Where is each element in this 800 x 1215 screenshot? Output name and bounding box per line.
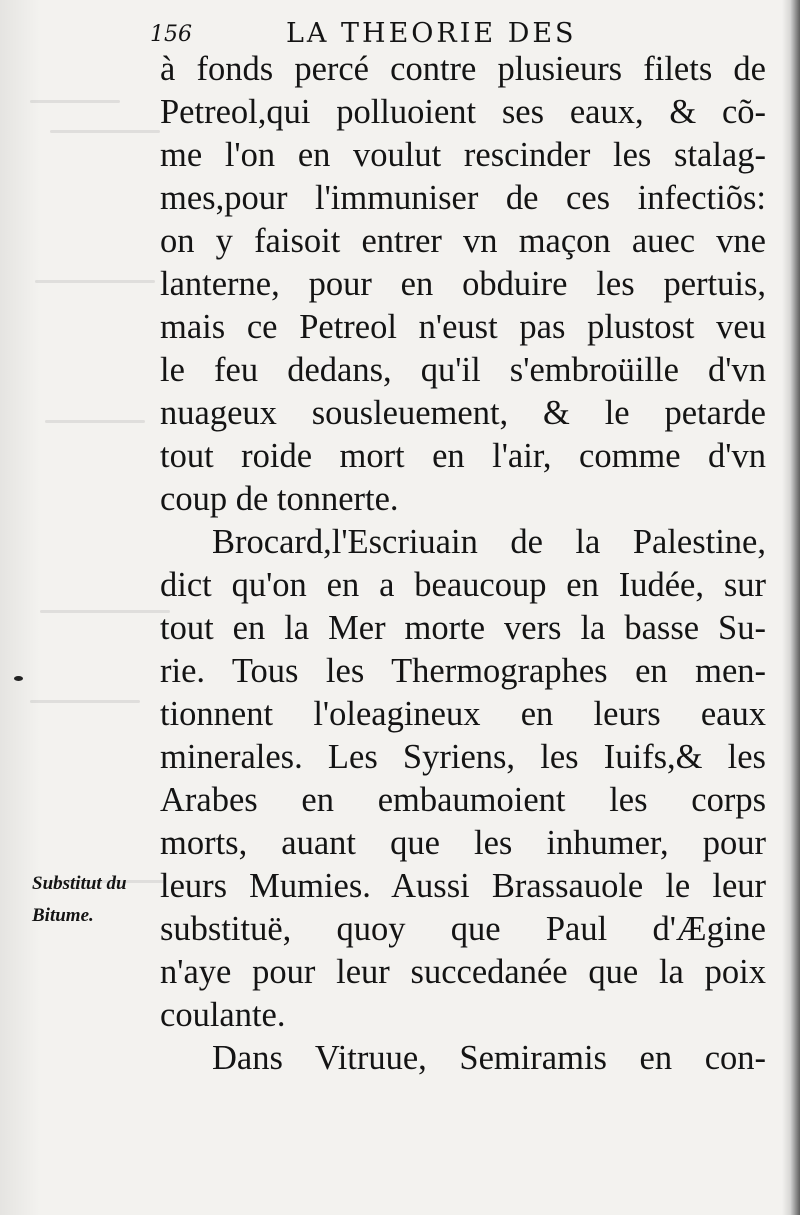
text-line: coup de tonnerte. <box>160 480 399 518</box>
text-line: me l'on en voulut rescinder les stalag- <box>160 136 766 174</box>
text-line: nuageux sousleuement, & le petarde <box>160 394 766 432</box>
page-number: 156 <box>150 22 192 47</box>
text-line: tout en la Mer morte vers la basse Su- <box>160 609 766 647</box>
text-line: substituë, quoy que Paul d'Ægine <box>160 910 766 948</box>
running-head: LA THEORIE DES <box>286 18 577 49</box>
page-gutter-edge <box>790 0 800 1215</box>
text-line: lanterne, pour en obduire les pertuis, <box>160 265 766 303</box>
text-line: le feu dedans, qu'il s'embroüille d'vn <box>160 351 766 389</box>
text-line: mes,pour l'immuniser de ces infectiõs: <box>160 179 766 217</box>
text-line: mais ce Petreol n'eust pas plustost veu <box>160 308 766 346</box>
margin-note <box>32 868 162 932</box>
text-line: n'aye pour leur succedanée que la poix <box>160 953 766 991</box>
text-line: à fonds percé contre plusieurs filets de <box>160 50 766 88</box>
margin-note-line: Substitut du <box>32 873 127 894</box>
margin-note-line: Bitume. <box>32 905 94 926</box>
text-line: on y faisoit entrer vn maçon auec vne <box>160 222 766 260</box>
text-line: Brocard,l'Escriuain de la Palestine, <box>212 523 766 561</box>
text-line: tout roide mort en l'air, comme d'vn <box>160 437 766 475</box>
text-line: coulante. <box>160 996 286 1034</box>
text-line: morts, auant que les inhumer, pour <box>160 824 766 862</box>
text-line: dict qu'on en a beaucoup en Iudée, sur <box>160 566 766 604</box>
text-line: Dans Vitruue, Semiramis en con- <box>212 1039 766 1077</box>
body-text <box>160 48 766 1080</box>
text-line: Arabes en embaumoient les corps <box>160 781 766 819</box>
text-line: tionnent l'oleagineux en leurs eaux <box>160 695 766 733</box>
text-line: rie. Tous les Thermographes en men- <box>160 652 766 690</box>
text-line: minerales. Les Syriens, les Iuifs,& les <box>160 738 766 776</box>
text-line: leurs Mumies. Aussi Brassauole le leur <box>160 867 766 905</box>
ink-speck <box>14 676 23 681</box>
show-through-shadow <box>20 90 170 990</box>
text-line: Petreol,qui polluoient ses eaux, & cõ- <box>160 93 766 131</box>
